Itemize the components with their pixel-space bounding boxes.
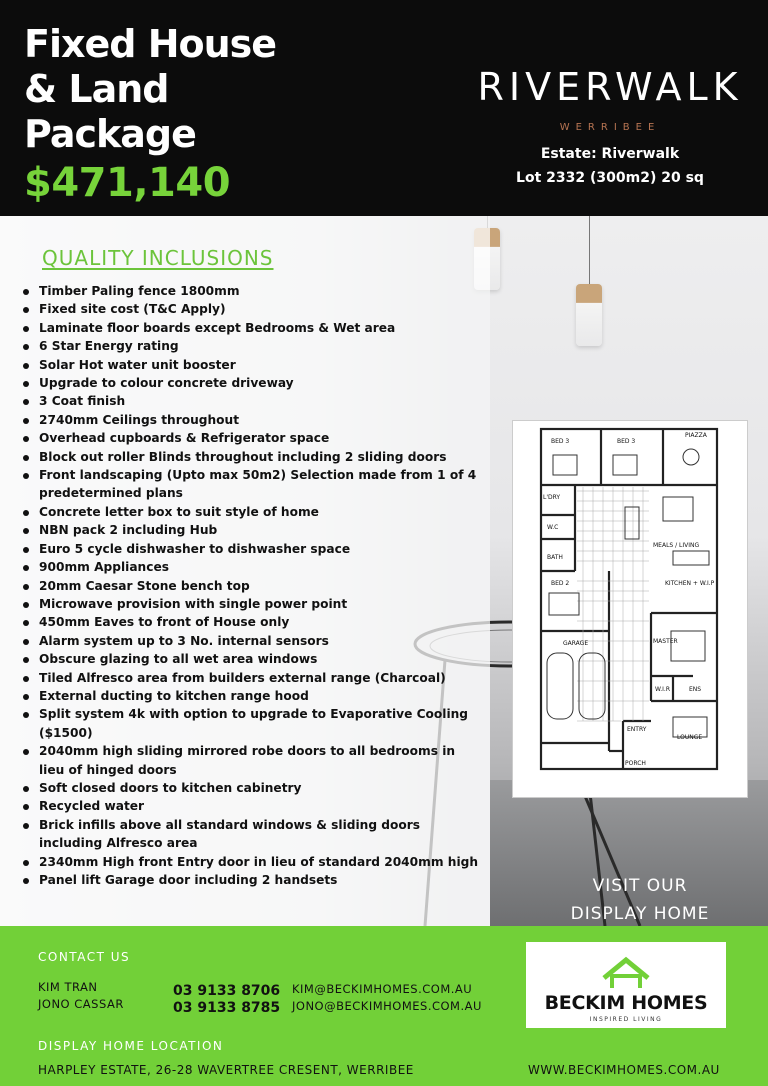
inclusion-item: 450mm Eaves to front of House only — [22, 613, 482, 631]
inclusion-item: 2040mm high sliding mirrored robe doors to all bedrooms in lieu of hinged doors — [22, 742, 482, 779]
price: $471,140 — [24, 160, 231, 206]
inclusion-item: Soft closed doors to kitchen cabinetry — [22, 779, 482, 797]
room-label: MEALS / LIVING — [653, 542, 700, 549]
inclusion-item: Recycled water — [22, 797, 482, 815]
inclusion-item: 20mm Caesar Stone bench top — [22, 577, 482, 595]
room-label: PORCH — [625, 760, 646, 767]
website-link[interactable]: WWW.BECKIMHOMES.COM.AU — [528, 1063, 720, 1077]
inclusion-item: Solar Hot water unit booster — [22, 356, 482, 374]
inclusion-item: Timber Paling fence 1800mm — [22, 282, 482, 300]
room-label: LOUNGE — [677, 734, 703, 741]
brand-name: BECKIM HOMES — [544, 992, 708, 1014]
room-label: W.I.R — [655, 686, 670, 693]
room-label: ENTRY — [627, 726, 647, 733]
room-label: BED 3 — [551, 438, 570, 445]
estate-name: Estate: Riverwalk — [540, 146, 680, 162]
inclusion-item: 6 Star Energy rating — [22, 337, 482, 355]
contact-name: KIM TRAN — [38, 980, 98, 994]
inclusion-item: Concrete letter box to suit style of home — [22, 503, 482, 521]
inclusions-list — [22, 282, 482, 889]
inclusion-item: Brick infills above all standard windows & sliding doors including Alfresco area — [22, 816, 482, 853]
inclusion-item: Laminate floor boards except Bedrooms & Wet area — [22, 319, 482, 337]
title-line: Package — [24, 112, 196, 156]
contact-heading: CONTACT US — [38, 950, 131, 964]
inclusion-item: Split system 4k with option to upgrade to Evaporative Cooling ($1500) — [22, 705, 482, 742]
inclusion-item: Overhead cupboards & Refrigerator space — [22, 429, 482, 447]
room-label: GARAGE — [563, 640, 589, 647]
inclusion-item: 3 Coat finish — [22, 392, 482, 410]
inclusion-item: 900mm Appliances — [22, 558, 482, 576]
visit-line: DISPLAY HOME — [570, 904, 710, 924]
room-label: PIAZZA — [685, 432, 707, 439]
estate-info — [470, 142, 750, 190]
beckim-logo — [526, 942, 726, 1028]
contact-phone[interactable]: 03 9133 8706 — [173, 983, 281, 999]
inclusion-item: Upgrade to colour concrete driveway — [22, 374, 482, 392]
visit-line: VISIT OUR — [592, 876, 688, 896]
inclusion-item: Block out roller Blinds throughout including 2 sliding doors — [22, 448, 482, 466]
contact-name: JONO CASSAR — [38, 997, 124, 1011]
visit-display-home — [540, 872, 740, 928]
title-line: Fixed House — [24, 22, 277, 66]
header-banner — [0, 0, 768, 216]
page-title — [24, 22, 276, 157]
brand-tagline: INSPIRED LIVING — [589, 1016, 663, 1023]
room-label: BED 2 — [551, 580, 570, 587]
room-label: ENS — [689, 686, 702, 693]
room-label: KITCHEN + W.I.P — [665, 580, 715, 587]
floor-plan-drawing — [513, 421, 747, 797]
logo-subtitle: WERRIBEE — [559, 122, 661, 133]
pendant-lamp-icon — [576, 284, 602, 346]
room-label: L'DRY — [543, 494, 561, 501]
inclusions-heading: QUALITY INCLUSIONS — [42, 246, 274, 270]
inclusion-item: Panel lift Garage door including 2 handsets — [22, 871, 482, 889]
inclusion-item: NBN pack 2 including Hub — [22, 521, 482, 539]
riverwalk-logo — [470, 66, 750, 133]
room-label: MASTER — [653, 638, 678, 645]
location-heading: DISPLAY HOME LOCATION — [38, 1039, 224, 1053]
inclusion-item: Fixed site cost (T&C Apply) — [22, 300, 482, 318]
inclusion-item: Tiled Alfresco area from builders external range (Charcoal) — [22, 669, 482, 687]
lot-details: Lot 2332 (300m2) 20 sq — [516, 170, 704, 186]
house-roof-icon — [600, 956, 652, 990]
inclusion-item: 2740mm Ceilings throughout — [22, 411, 482, 429]
contact-email[interactable]: JONO@BECKIMHOMES.COM.AU — [292, 999, 482, 1013]
display-address: HARPLEY ESTATE, 26-28 WAVERTREE CRESENT, WERRIBEE — [38, 1063, 414, 1077]
room-label: BATH — [547, 554, 563, 561]
contact-phone[interactable]: 03 9133 8785 — [173, 1000, 281, 1016]
inclusion-item: Obscure glazing to all wet area windows — [22, 650, 482, 668]
room-label: BED 3 — [617, 438, 636, 445]
room-label: W.C — [547, 524, 559, 531]
inclusion-item: Front landscaping (Upto max 50m2) Selection made from 1 of 4 predetermined plans — [22, 466, 482, 503]
logo-word: RIVERWALK — [477, 65, 743, 109]
inclusion-item: External ducting to kitchen range hood — [22, 687, 482, 705]
contact-email[interactable]: KIM@BECKIMHOMES.COM.AU — [292, 982, 473, 996]
inclusion-item: 2340mm High front Entry door in lieu of standard 2040mm high — [22, 853, 482, 871]
title-line: & Land — [24, 67, 169, 111]
inclusion-item: Alarm system up to 3 No. internal sensors — [22, 632, 482, 650]
inclusion-item: Microwave provision with single power point — [22, 595, 482, 613]
floor-plan — [512, 420, 748, 798]
pendant-cord — [589, 216, 590, 284]
inclusion-item: Euro 5 cycle dishwasher to dishwasher space — [22, 540, 482, 558]
